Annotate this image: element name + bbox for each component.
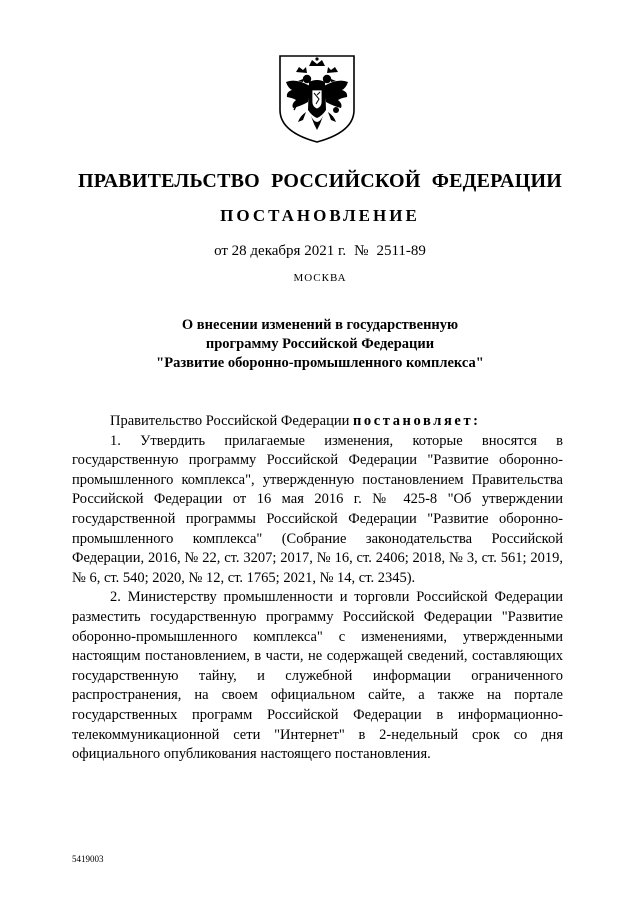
- preamble: [72, 412, 563, 432]
- document-number: 2511-89: [376, 243, 426, 259]
- paragraph-1: 1. Утвердить прилагаемые изменения, которые вносятся в государственную программу Российской Федерации "Развитие оборонно-промышленного комплекса", утвержденную постановлением Правительства Российской Федерации от 16 мая 2016 г. № 425-8 "Об утверждении государственной программы Российской Федерации "Развитие оборонно-промышленного комплекса" (Собрание законодательства Российской Федерации, 2016, № 22, ст. 3207; 2017, № 16, ст. 2406; 2018, № 3, ст. 561; 2019, № 6, ст. 540; 2020, № 12, ст. 1765; 2021, № 14, ст. 2345).: [72, 432, 563, 586]
- document-body: [72, 412, 563, 765]
- resolves-word: постановляет:: [352, 413, 481, 429]
- preamble-text: Правительство Российской Федерации: [110, 413, 350, 429]
- date-number-line: [0, 241, 640, 261]
- document-date: от 28 декабря 2021 г.: [214, 243, 347, 259]
- subject-line: программу Российской Федерации: [205, 336, 435, 352]
- subject-line: О внесении изменений в государственную: [181, 317, 459, 333]
- document-code: 5419003: [72, 854, 104, 864]
- document-subject: [0, 316, 640, 373]
- city-name: МОСКВА: [293, 272, 347, 284]
- paragraph-2: 2. Министерству промышленности и торговли Российской Федерации разместить государственную программу Российской Федерации "Развитие оборонно-промышленного комплекса" с изменениями, утвержденными настоящим постановлением, в части, не содержащей сведений, составляющих государственную тайну, и служебной информации ограниченного распространения, на своем официальном сайте, а также на портале государственных программ Российской Федерации в информационно-телекоммуникационной сети "Интернет" в 2-недельный срок со дня официального опубликования настоящего постановления.: [72, 589, 563, 763]
- coat-of-arms-icon: [276, 52, 358, 146]
- number-sign: №: [354, 243, 369, 259]
- subject-line: "Развитие оборонно-промышленного комплекса": [156, 355, 484, 371]
- document-type: ПОСТАНОВЛЕНИЕ: [220, 206, 420, 225]
- government-title: ПРАВИТЕЛЬСТВО РОССИЙСКОЙ ФЕДЕРАЦИИ: [78, 170, 562, 192]
